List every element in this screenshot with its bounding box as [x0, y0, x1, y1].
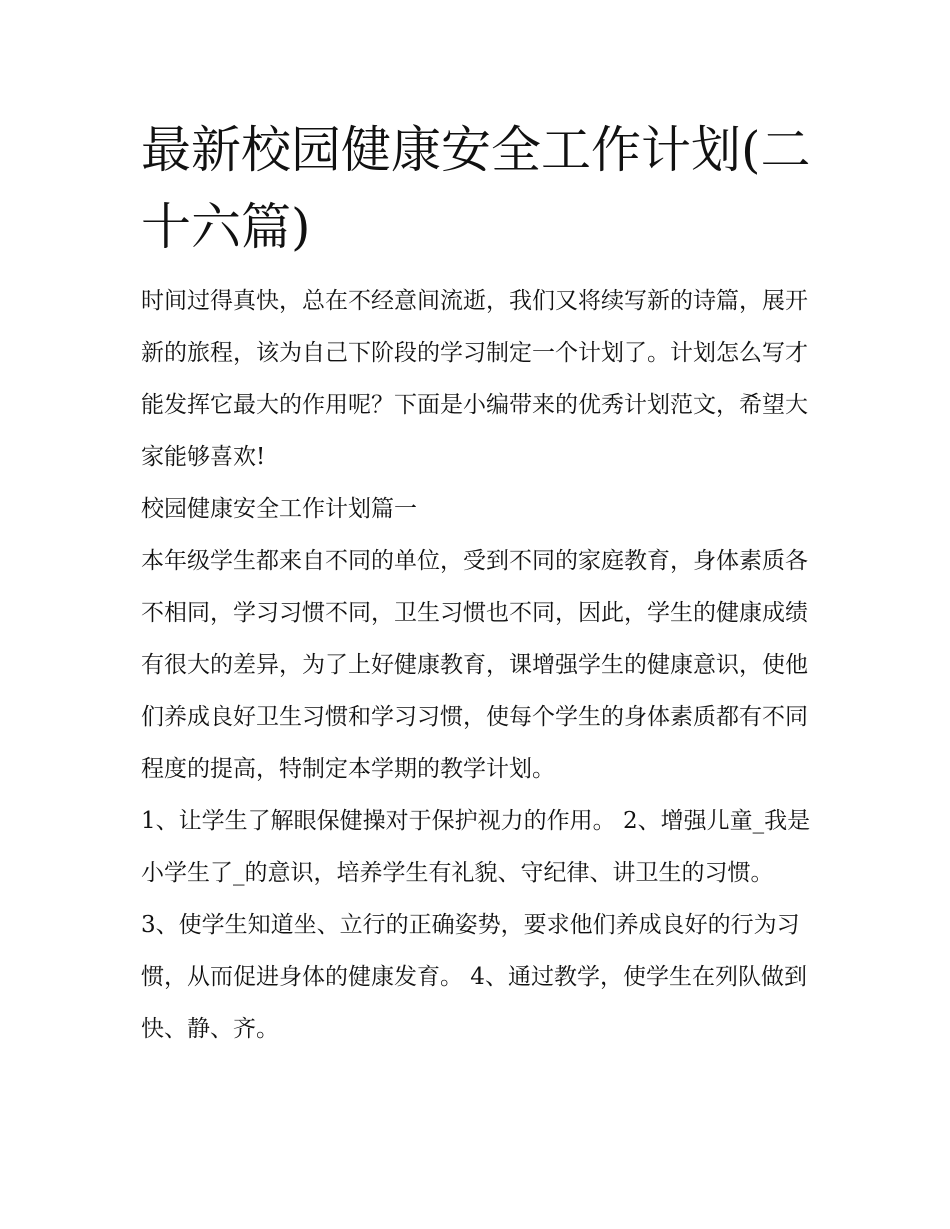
- document-title: 最新校园健康安全工作计划(二十六篇): [141, 121, 811, 256]
- list-paragraph-2: 3、使学生知道坐、立行的正确姿势，要求他们养成良好的行为习惯，从而促进身体的健康发育。 4、通过教学，使学生在列队做到快、静、齐。: [141, 912, 807, 1042]
- list-paragraph-1: 1、让学生了解眼保健操对于保护视力的作用。 2、增强儿童_我是小学生了_的意识，培养学生有礼貌、守纪律、讲卫生的习惯。: [141, 808, 811, 886]
- section-heading: 校园健康安全工作计划篇一: [141, 496, 417, 522]
- intro-paragraph: 时间过得真快，总在不经意间流逝，我们又将续写新的诗篇，展开新的旅程，该为自己下阶段的学习制定一个计划了。计划怎么写才能发挥它最大的作用呢？下面是小编带来的优秀计划范文，希望大家能够喜欢!: [141, 288, 808, 470]
- document-body: [141, 112, 813, 1055]
- body-paragraph: 本年级学生都来自不同的单位，受到不同的家庭教育，身体素质各不相同，学习习惯不同，卫生习惯也不同，因此，学生的健康成绩有很大的差异，为了上好健康教育，课增强学生的健康意识，使他们养成良好卫生习惯和学习习惯，使每个学生的身体素质都有不同程度的提高，特制定本学期的教学计划。: [141, 548, 808, 782]
